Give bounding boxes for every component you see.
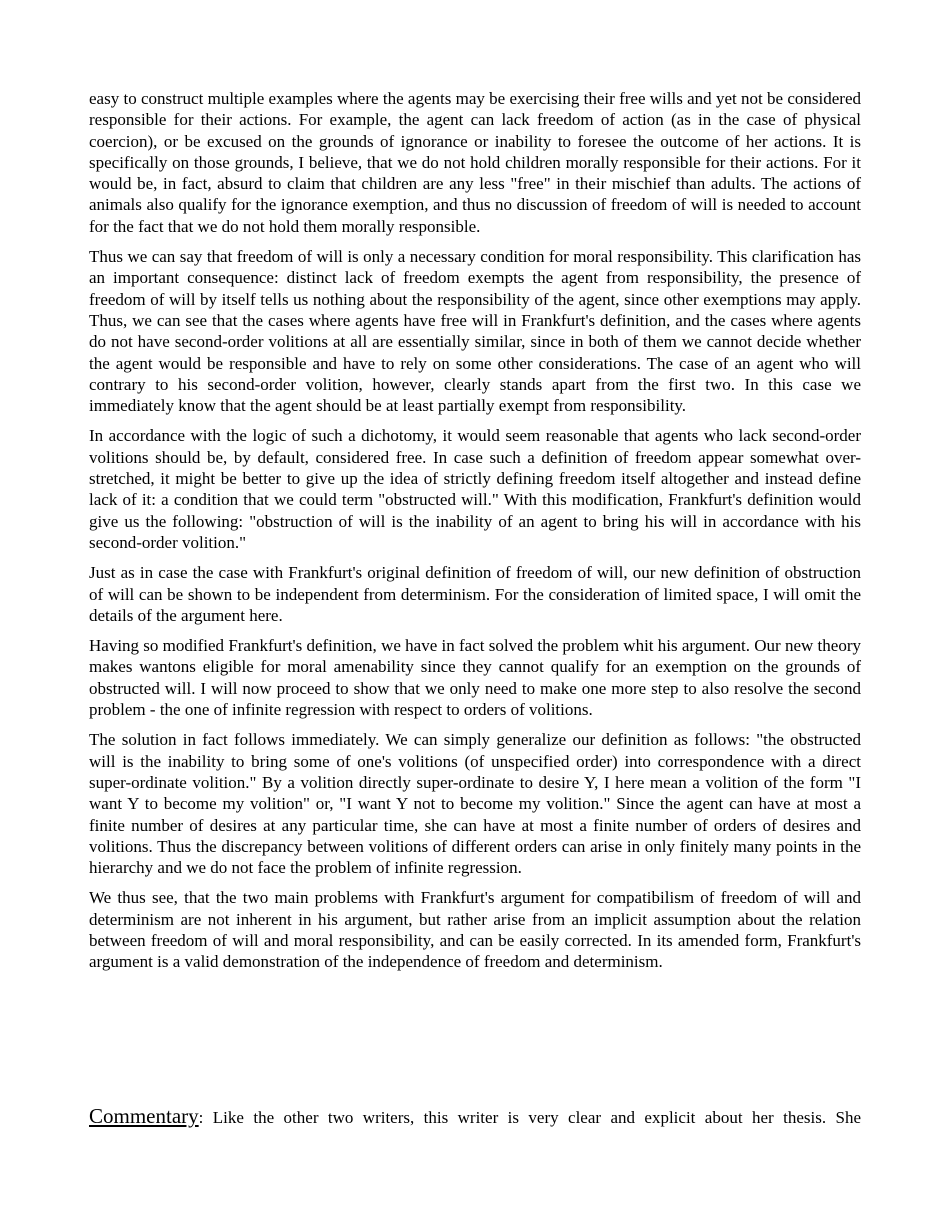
paragraph-6: The solution in fact follows immediately. We can simply generalize our definition as follows: "the obstructed will is the inability to bring some of one's volitions (of unspecified order) into correspondence with a direct super-ordinate volition." By a volition directly super-ordinate to desire Y, I here mean a volition of the form "I want Y to become my volition" or, "I want Y not to become my volition." Since the agent can have at most a finite number of desires at any particular time, she can have at most a finite number of orders of desires and volitions. Thus the discrepancy between volitions of different orders can arise in only finitely many points in the hierarchy and we do not face the problem of infinite regression. — [89, 730, 861, 878]
commentary-paragraph — [89, 1104, 861, 1130]
commentary-separator: : — [198, 1108, 204, 1127]
paragraph-4: Just as in case the case with Frankfurt's original definition of freedom of will, our new definition of obstruction of will can be shown to be independent from determinism. For the consideration of limited space, I will omit the details of the argument here. — [89, 563, 861, 625]
paragraph-3: In accordance with the logic of such a dichotomy, it would seem reasonable that agents who lack second-order volitions should be, by default, considered free. In case such a definition of freedom appear somewhat over-stretched, it might be better to give up the idea of strictly defining freedom itself altogether and instead define lack of it: a condition that we could term "obstructed will." With this modification, Frankfurt's definition would give us the following: "obstruction of will is the inability of an agent to bring his will in accordance with his second-order volition." — [89, 426, 861, 552]
essay-body — [89, 88, 861, 982]
commentary-heading: Commentary — [89, 1104, 199, 1128]
paragraph-7: We thus see, that the two main problems with Frankfurt's argument for compatibilism of freedom of will and determinism are not inherent in his argument, but rather arise from an implicit assumption about the relation between freedom of will and moral responsibility, and can be easily corrected. In its amended form, Frankfurt's argument is a valid demonstration of the independence of freedom and determinism. — [89, 888, 861, 972]
commentary-text: Like the other two writers, this writer is very clear and explicit about her thesis. She — [203, 1108, 861, 1127]
paragraph-2: Thus we can say that freedom of will is only a necessary condition for moral responsibility. This clarification has an important consequence: distinct lack of freedom exempts the agent from responsibility, the presence of freedom of will by itself tells us nothing about the responsibility of the agent, since other exemptions may apply. Thus, we can see that the cases where agents have free will in Frankfurt's definition, and the cases where agents do not have second-order volitions at all are essentially similar, since in both of them we cannot decide whether the agent would be responsible and have to rely on some other considerations. The case of an agent who will contrary to his second-order volition, however, clearly stands apart from the first two. In this case we immediately know that the agent should be at least partially exempt from responsibility. — [89, 247, 861, 416]
paragraph-5: Having so modified Frankfurt's definition, we have in fact solved the problem whit his argument. Our new theory makes wantons eligible for moral amenability since they cannot qualify for an exemption on the grounds of obstructed will. I will now proceed to show that we only need to make one more step to also resolve the second problem - the one of infinite regression with respect to orders of volitions. — [89, 636, 861, 720]
paragraph-1: easy to construct multiple examples where the agents may be exercising their free wills and yet not be considered responsible for their actions. For example, the agent can lack freedom of action (as in the case of physical coercion), or be excused on the grounds of ignorance or inability to foresee the outcome of her actions. It is specifically on those grounds, I believe, that we do not hold children morally responsible for their actions. For it would be, in fact, absurd to claim that children are any less "free" in their mischief than adults. The actions of animals also qualify for the ignorance exemption, and thus no discussion of freedom of will is needed to account for the fact that we do not hold them morally responsible. — [89, 89, 861, 236]
